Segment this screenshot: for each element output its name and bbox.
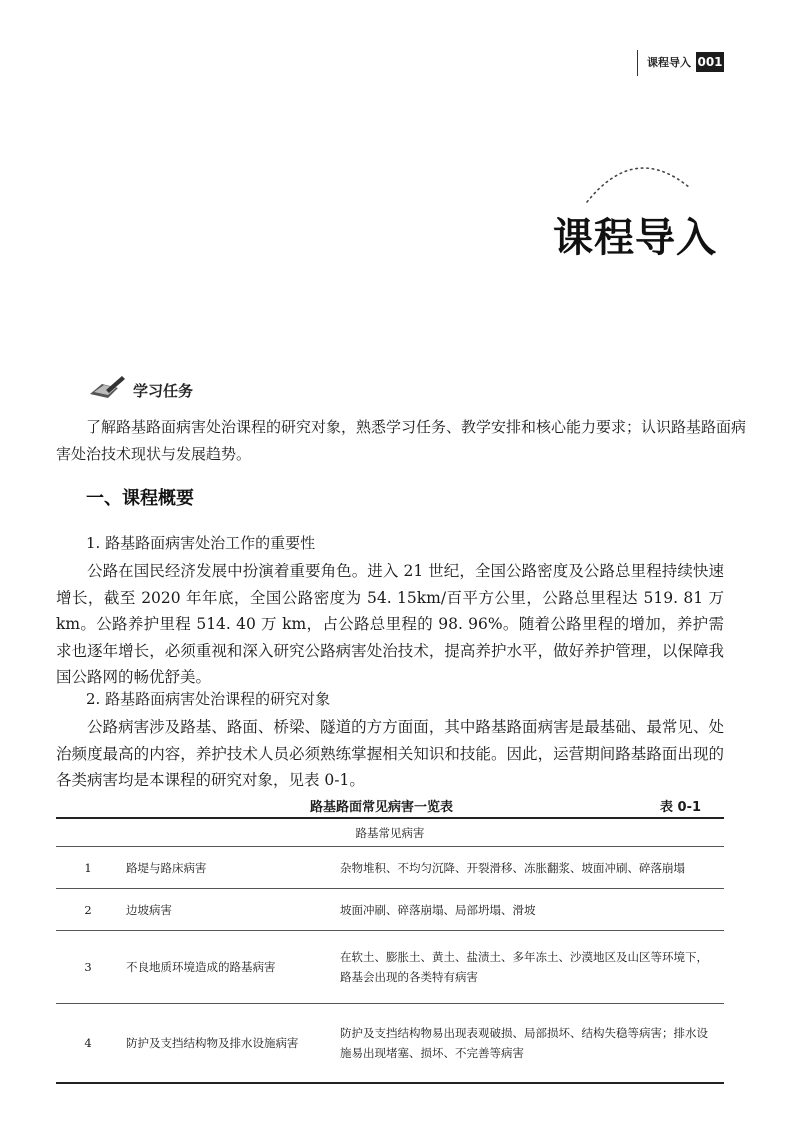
defect-category: 不良地质环境造成的路基病害: [120, 931, 316, 1004]
paragraph-research-object: 公路病害涉及路基、路面、桥梁、隧道的方方面面，其中路基路面病害是最基础、最常见、处治频度最高的内容，养护技术人员必须熟练掌握相关知识和技能。因此，运营期间路基路面出现的各类病害均是本课程的研究对象，见表 0-1。: [56, 718, 724, 789]
table-group-header: 路基常见病害: [56, 818, 724, 847]
learning-task-heading: 学习任务: [133, 382, 194, 400]
table-row: [56, 889, 724, 931]
page-number: 001: [696, 52, 724, 72]
defect-description: 防护及支挡结构物易出现表观破损、局部损坏、结构失稳等病害；排水设施易出现堵塞、损坏、不完善等病害: [316, 1004, 724, 1084]
paragraph-importance: 公路在国民经济发展中扮演着重要角色。进入 21 世纪，全国公路密度及公路总里程持续快速增长，截至 2020 年年底，全国公路密度为 54. 15km/百平方公里，公路总里程达 519. 81 万 km。公路养护里程 514. 40 万 km，占公路总里程的 98. 96%。随着公路里程的增加，养护需求也逐年增长，必须重视和深入研究公路病害处治技术，提高养护水平，做好养护管理，以保障我国公路网的畅优舒美。: [56, 562, 724, 686]
section-heading: 一、课程概要: [86, 488, 194, 509]
row-number: 1: [56, 847, 120, 889]
table-row: [56, 931, 724, 1004]
defect-category: 路堤与路床病害: [120, 847, 316, 889]
pen-notebook-icon: [88, 374, 126, 400]
defect-description: 在软土、膨胀土、黄土、盐渍土、多年冻土、沙漠地区及山区等环境下，路基会出现的各类特有病害: [316, 931, 724, 1004]
row-number: 2: [56, 889, 120, 931]
table-group-row: [56, 818, 724, 847]
chapter-title: 课程导入: [553, 215, 717, 261]
subsection-heading-1: 1. 路基路面病害处治工作的重要性: [86, 534, 316, 552]
defect-description: 坡面冲刷、碎落崩塌、局部坍塌、滑坡: [316, 889, 724, 931]
table-row: [56, 1004, 724, 1084]
running-header: 课程导入: [647, 56, 691, 69]
table-number: 表 0-1: [660, 800, 702, 815]
header-divider: [637, 50, 638, 76]
dotted-arc-decoration: [585, 160, 695, 205]
defect-description: 杂物堆积、不均匀沉降、开裂滑移、冻胀翻浆、坡面冲刷、碎落崩塌: [316, 847, 724, 889]
subsection-heading-2: 2. 路基路面病害处治课程的研究对象: [86, 690, 331, 708]
row-number: 4: [56, 1004, 120, 1084]
defects-table: [56, 817, 724, 1084]
row-number: 3: [56, 931, 120, 1004]
table-caption: 路基路面常见病害一览表: [310, 800, 454, 815]
defect-category: 边坡病害: [120, 889, 316, 931]
defect-category: 防护及支挡结构物及排水设施病害: [120, 1004, 316, 1084]
learning-task-text: 了解路基路面病害处治课程的研究对象，熟悉学习任务、教学安排和核心能力要求；认识路基路面病害处治技术现状与发展趋势。: [56, 418, 747, 463]
table-row: [56, 847, 724, 889]
